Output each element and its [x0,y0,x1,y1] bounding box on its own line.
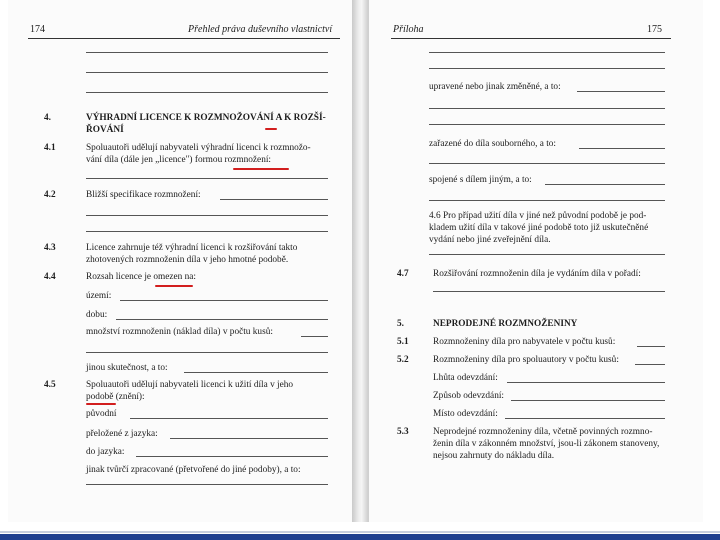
right-page [368,0,703,522]
blank-line [86,92,328,93]
left-page [8,0,353,522]
section-4-3-number: 4.3 [44,243,56,253]
section-4-7-line1: Rozšiřování rozmnoženin díla je vydáním díla v pořadí: [433,269,641,279]
section-5-title: NEPRODEJNÉ ROZMNOŽENINY [433,319,578,329]
red-underline-mark [86,403,116,405]
blank-line [86,231,328,232]
running-title-left: Přehled práva duševního vlastnictví [188,24,333,35]
section-5-1-line1: Rozmnoženiny díla pro nabyvatele v počtu kusů: [433,337,616,347]
field-label-puvodni: původní [86,409,117,419]
section-4-6-line3: vydání nebo jiné zveřejnění díla. [429,235,551,245]
field-label-zarazene: zařazené do díla souborného, a to: [429,139,557,149]
blank-line [429,200,665,201]
blank-line [130,418,328,419]
blank-line [86,484,328,485]
field-label-do-jazyka: do jazyka: [86,447,125,457]
blank-line [545,184,665,185]
blank-line [505,418,665,419]
blank-line [86,215,328,216]
field-label-zpusob: Způsob odevzdání: [433,391,505,401]
section-4-2-number: 4.2 [44,190,56,200]
section-4-6-line1: 4.6 Pro případ užití díla v jiné než původní podobě je pod- [429,211,647,221]
field-label-jinou: jinou skutečnost, a to: [86,363,168,373]
footer-blue-strip [0,534,720,540]
blank-line [429,254,665,255]
blank-line [86,178,328,179]
section-5-3-line2: ženin díla v zákonném množství, jsou-li zákonem stanoveny, [433,439,660,449]
blank-line [429,108,665,109]
field-label-uzemi: území: [86,291,112,301]
section-4-4-line1: Rozsah licence je omezen na: [86,272,196,282]
header-rule-right [391,38,671,39]
blank-line [429,68,665,69]
blank-line [637,346,665,347]
blank-line [579,148,665,149]
section-4-title-line2: ŘOVÁNÍ [86,125,124,135]
section-4-1-number: 4.1 [44,143,56,153]
blank-line [136,456,328,457]
red-underline-mark [155,285,193,287]
section-4-2-line1: Bližší specifikace rozmnožení: [86,190,201,200]
section-5-3-line3: nejsou zahrnuty do nákladu díla. [433,451,555,461]
field-label-spojene: spojené s dílem jiným, a to: [429,175,532,185]
field-label-prelozene: přeložené z jazyka: [86,429,158,439]
blank-line [86,52,328,53]
blank-line [120,300,328,301]
section-5-3-number: 5.3 [397,427,409,437]
page-number-right: 175 [647,24,662,35]
field-label-upravene: upravené nebo jinak změněné, a to: [429,82,561,92]
section-5-2-line1: Rozmnoženiny díla pro spoluautory v počtu kusů: [433,355,619,365]
blank-line [184,372,328,373]
blank-line [86,72,328,73]
section-4-5-number: 4.5 [44,380,56,390]
section-4-7-number: 4.7 [397,269,409,279]
field-label-dobu: dobu: [86,310,108,320]
book-gutter [352,0,368,522]
blank-line [635,364,665,365]
field-label-misto: Místo odevzdání: [433,409,498,419]
blank-line [433,291,665,292]
red-underline-mark [265,128,277,130]
section-5-1-number: 5.1 [397,337,409,347]
section-4-4-number: 4.4 [44,272,56,282]
section-4-title-line1: VÝHRADNÍ LICENCE K ROZMNOŽOVÁNÍ A K ROZŠÍ- [86,113,326,123]
section-4-6-line2: kladem užití díla v takové jiné podobě toto již uskutečněné [429,223,649,233]
blank-line [170,438,328,439]
running-title-right: Příloha [393,24,424,35]
blank-line [429,52,665,53]
blank-line [429,124,665,125]
blank-line [511,400,665,401]
blank-line [507,382,665,383]
section-4-5-line1: Spoluautoři udělují nabyvateli licenci k užití díla v jeho [86,380,294,390]
field-label-jinak: jinak tvůrčí zpracované (přetvořené do jiné podoby), a to: [86,465,301,475]
blank-line [220,199,328,200]
slide-footer-bar [0,522,720,540]
header-rule-left [28,38,340,39]
section-5-2-number: 5.2 [397,355,409,365]
red-underline-mark [233,168,289,170]
blank-line [116,319,328,320]
section-4-number: 4. [44,113,51,123]
blank-line [429,163,665,164]
blank-line [577,91,665,92]
field-label-mnozstvi: množství rozmnoženin (náklad díla) v počtu kusů: [86,327,273,337]
blank-line [301,336,328,337]
footer-thin-rule [0,531,720,533]
section-5-3-line1: Neprodejné rozmnoženiny díla, včetně povinných rozmno- [433,427,653,437]
field-label-lhuta: Lhůta odevzdání: [433,373,498,383]
section-5-number: 5. [397,319,404,329]
section-4-1-line2: vání díla (dále jen „licence") formou rozmnožení: [86,155,272,165]
section-4-3-line1: Licence zahrnuje též výhradní licenci k rozšiřování takto [86,243,298,253]
section-4-5-line2: podobě (znění): [86,392,145,402]
section-4-1-line1: Spoluautoři udělují nabyvateli výhradní licenci k rozmnožo- [86,143,311,153]
blank-line [86,352,328,353]
section-4-3-line2: zhotovených rozmnoženin díla v jeho hmotné podobě. [86,255,289,265]
page-number-left: 174 [30,24,45,35]
